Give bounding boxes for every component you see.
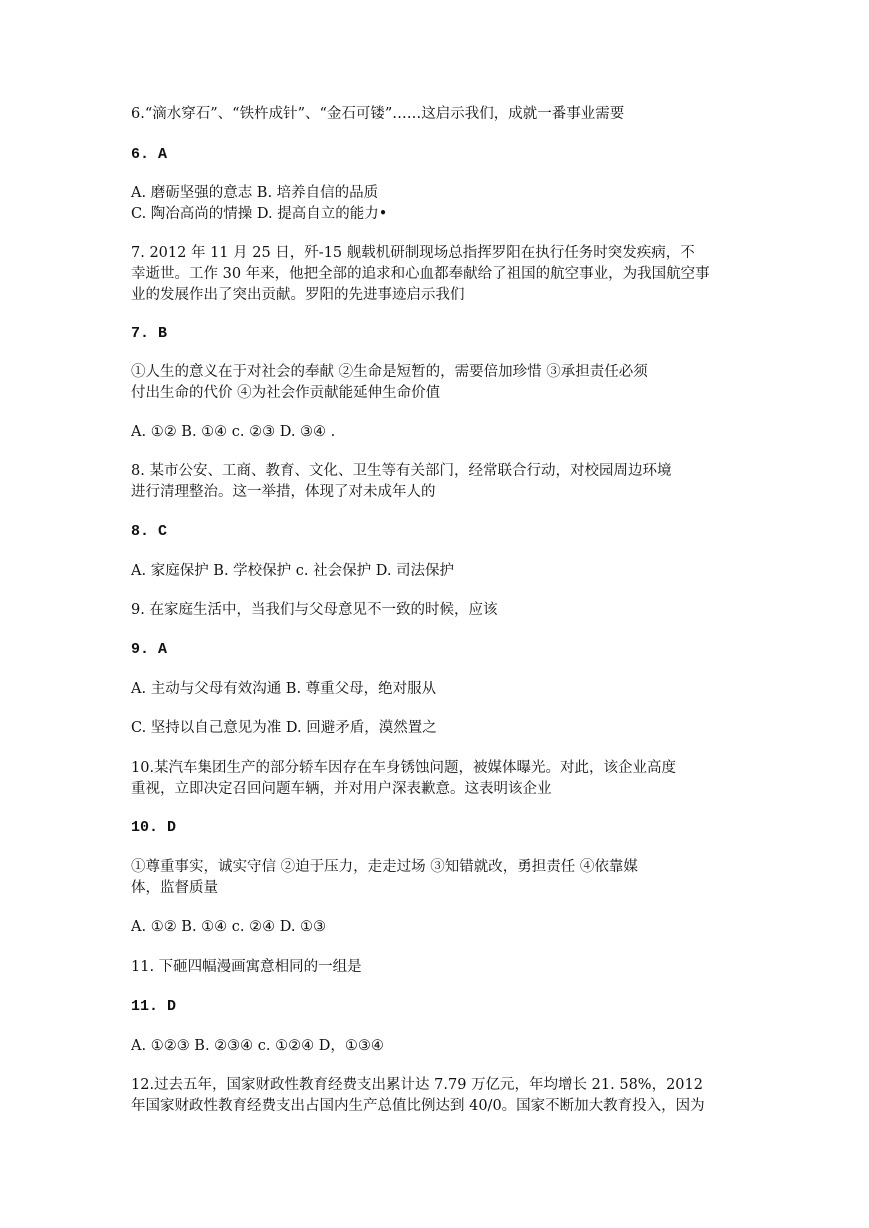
q8-stem-line-1: 8. 某市公安、工商、教育、文化、卫生等有关部门，经常联合行动，对校园周边环境 xyxy=(131,463,672,479)
q9-option-line-2: C. 坚持以自己意见为准 D. 回避矛盾，漠然置之 xyxy=(131,720,437,736)
q11-answer: 11. D xyxy=(131,998,177,1015)
q11-stem: 11. 下砸四幅漫画寓意相同的一组是 xyxy=(131,959,362,975)
q9-answer: 9. A xyxy=(131,641,168,658)
q10-answer: 10. D xyxy=(131,819,177,836)
q8-stem-line-2: 进行清理整治。这一举措，体现了对未成年人的 xyxy=(131,484,436,500)
q10-item-line-2: 体，监督质量 xyxy=(131,880,218,896)
q6-option-line-2: C. 陶冶高尚的情操 D. 提高自立的能力• xyxy=(131,206,388,222)
q7-stem-line-1: 7. 2012 年 11 月 25 日，歼-15 舰载机研制现场总指挥罗阳在执行任务时突发疾病，不 xyxy=(131,245,695,261)
q10-stem-line-1: 10.某汽车集团生产的部分轿车因存在车身锈蚀问题，被媒体曝光。对此，该企业高度 xyxy=(131,760,677,776)
q7-answer: 7. B xyxy=(131,325,168,342)
q10-stem-line-2: 重视，立即决定召回问题车辆，并对用户深表歉意。这表明该企业 xyxy=(131,781,552,797)
q8-answer: 8. C xyxy=(131,523,168,540)
q6-option-line-1: A. 磨砺坚强的意志 B. 培养自信的品质 xyxy=(131,185,379,201)
q7-stem-line-2: 幸逝世。工作 30 年来，他把全部的追求和心血都奉献给了祖国的航空事业，为我国航空事 xyxy=(131,266,710,282)
q9-option-line-1: A. 主动与父母有效沟通 B. 尊重父母，绝对服从 xyxy=(131,681,437,697)
q6-answer: 6. A xyxy=(131,146,168,163)
q12-stem-line-2: 年国家财政性教育经费支出占国内生产总值比例达到 40/0。国家不断加大教育投入，因为 xyxy=(131,1098,705,1114)
q11-options: A. ①②③ B. ②③④ c. ①②④ D，①③④ xyxy=(131,1038,384,1054)
q10-item-line-1: ①尊重事实，诚实守信 ②迫于压力，走走过场 ③知错就改，勇担责任 ④依靠媒 xyxy=(131,859,638,875)
q12-stem-line-1: 12.过去五年，国家财政性教育经费支出累计达 7.79 万亿元，年均增长 21. 58%，2012 xyxy=(131,1077,703,1093)
q9-stem: 9. 在家庭生活中，当我们与父母意见不一致的时候，应该 xyxy=(131,602,498,618)
q7-options: A. ①② B. ①④ c. ②③ D. ③④ . xyxy=(131,424,336,440)
q7-stem-line-3: 业的发展作出了突出贡献。罗阳的先进事迹启示我们 xyxy=(131,287,465,303)
q10-options: A. ①② B. ①④ c. ②④ D. ①③ xyxy=(131,919,327,935)
q8-options: A. 家庭保护 B. 学校保护 c. 社会保护 D. 司法保护 xyxy=(131,563,455,579)
q6-stem: 6.“滴水穿石”、“铁杵成针”、“金石可镂”……这启示我们，成就一番事业需要 xyxy=(131,106,625,122)
q7-item-line-2: 付出生命的代价 ④为社会作贡献能延伸生命价值 xyxy=(131,385,441,401)
q7-item-line-1: ①人生的意义在于对社会的奉献 ②生命是短暂的，需要倍加珍惜 ③承担责任必须 xyxy=(131,364,648,380)
